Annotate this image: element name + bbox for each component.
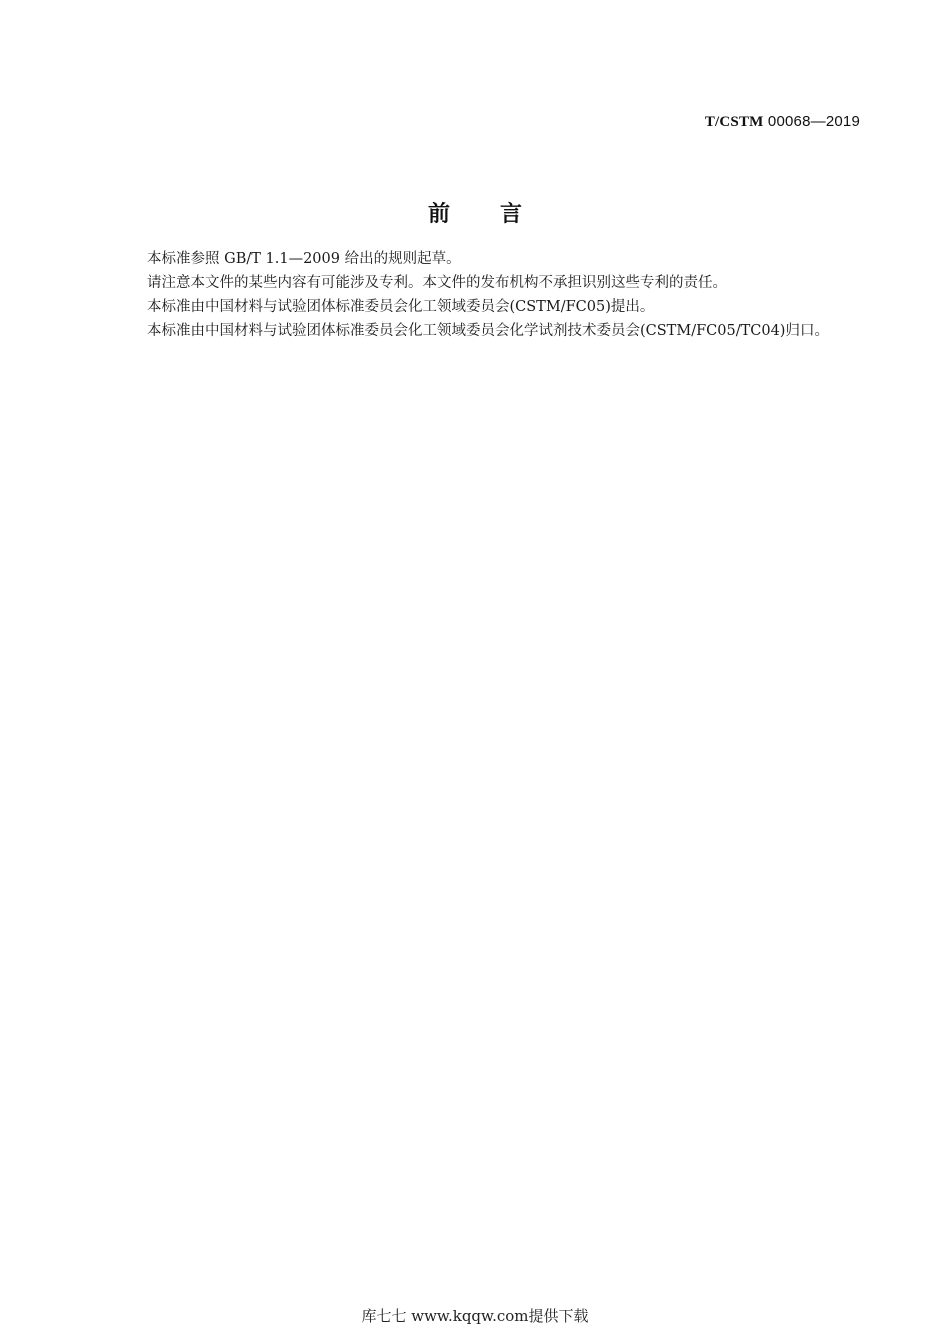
footer-download-note: 库七七 www.kqqw.com提供下载 [361, 1307, 589, 1325]
paragraph-drafting-rules: 本标准参照 GB/T 1.1—2009 给出的规则起草。 [147, 251, 461, 267]
paragraph-patent-notice: 请注意本文件的某些内容有可能涉及专利。本文件的发布机构不承担识别这些专利的责任。 [147, 275, 727, 291]
section-title: 前言 [427, 202, 572, 227]
standard-number: 00068—2019 [767, 113, 860, 130]
paragraph-administered-by: 本标准由中国材料与试验团体标准委员会化工领域委员会化学试剂技术委员会(CSTM/FC05/TC04)归口。 [147, 323, 829, 339]
foreword-body [115, 247, 860, 343]
standard-code [705, 113, 860, 131]
paragraph-proposed-by: 本标准由中国材料与试验团体标准委员会化工领域委员会(CSTM/FC05)提出。 [147, 299, 655, 315]
standard-prefix: T/CSTM [704, 114, 764, 130]
